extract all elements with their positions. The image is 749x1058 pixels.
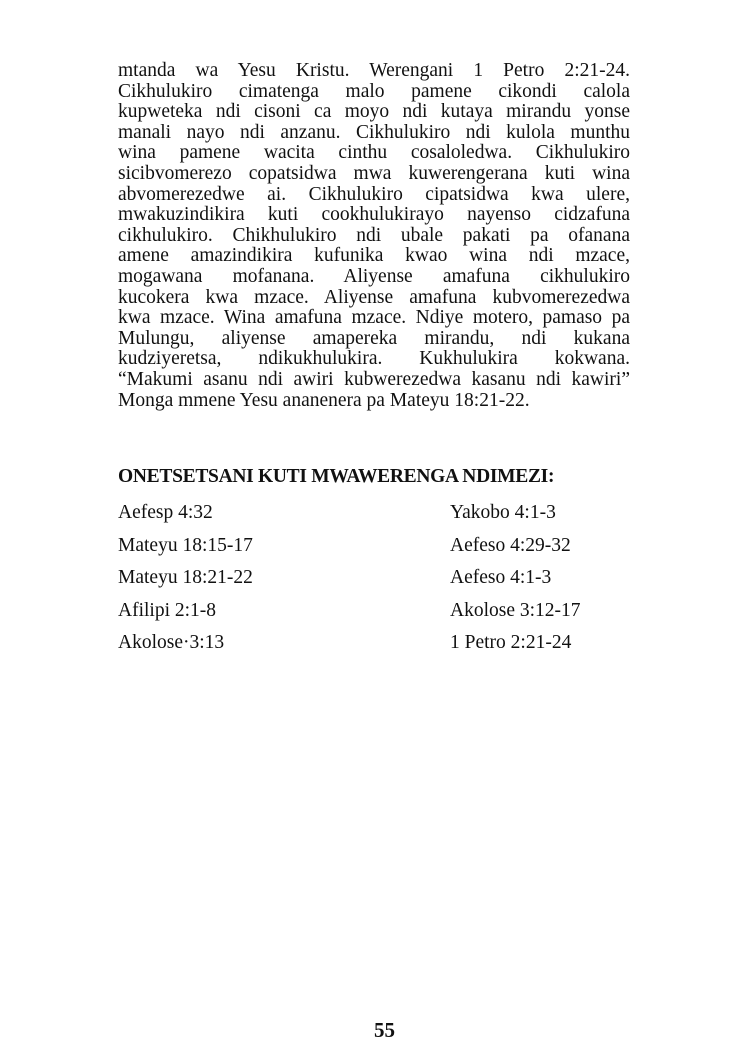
paragraph-line: “Makumi asanu ndi awiri kubwerezedwa kasanu ndi kawiri”: [118, 368, 630, 390]
section-heading: ONETSETSANI KUTI MWAWERENGA NDIMEZI:: [118, 466, 555, 487]
paragraph-line: Cikhulukiro cimatenga malo pamene cikondi calola: [118, 80, 630, 102]
paragraph-line: mwakuzindikira kuti cookhulukirayo nayenso cidzafuna: [118, 204, 630, 226]
scripture-reference: 1 Petro 2:21-24: [450, 632, 572, 653]
paragraph-line: kudziyeretsa, ndikukhulukira. Kukhulukira kokwana.: [118, 348, 630, 370]
scripture-reference: Mateyu 18:21-22: [118, 567, 253, 588]
paragraph-line: cikhulukiro. Chikhulukiro ndi ubale pakati pa ofanana: [118, 224, 630, 246]
paragraph-line: manali nayo ndi anzanu. Cikhulukiro ndi kulola munthu: [118, 121, 630, 143]
paragraph-line: wina pamene wacita cinthu cosaloledwa. Cikhulukiro: [118, 142, 630, 164]
paragraph-line: Monga mmene Yesu ananenera pa Mateyu 18:21-22.: [118, 389, 530, 411]
paragraph-line: amene amazindikira kufunika kwao wina ndi mzace,: [118, 245, 630, 267]
paragraph-line: Mulungu, aliyense amapereka mirandu, ndi kukana: [118, 327, 630, 349]
references-left-column: [118, 500, 253, 663]
body-paragraph: [118, 61, 630, 411]
scripture-reference: Yakobo 4:1-3: [450, 502, 556, 523]
paragraph-line: abvomerezedwe ai. Cikhulukiro cipatsidwa kwa ulere,: [118, 183, 630, 205]
paragraph-line: kupweteka ndi cisoni ca moyo ndi kutaya mirandu yonse: [118, 101, 630, 123]
paragraph-line: mtanda wa Yesu Kristu. Werengani 1 Petro 2:21-24.: [118, 60, 630, 81]
scripture-reference: Aefeso 4:1-3: [450, 567, 552, 588]
scripture-reference: Aefesp 4:32: [118, 502, 213, 523]
paragraph-line: kucokera kwa mzace. Aliyense amafuna kubvomerezedwa: [118, 286, 630, 308]
references-right-column: [450, 500, 581, 663]
paragraph-line: kwa mzace. Wina amafuna mzace. Ndiye motero, pamaso pa: [118, 307, 630, 329]
scripture-reference: Mateyu 18:15-17: [118, 534, 253, 556]
scripture-reference: Akolose·3:13: [118, 632, 225, 653]
scripture-reference: Akolose 3:12-17: [450, 599, 581, 621]
paragraph-line: sicibvomerezo copatsidwa mwa kuwerengerana kuti wina: [118, 162, 630, 184]
paragraph-line: mogawana mofanana. Aliyense amafuna cikhulukiro: [118, 265, 630, 287]
scripture-reference: Afilipi 2:1-8: [118, 599, 217, 621]
scripture-reference: Aefeso 4:29-32: [450, 534, 571, 556]
page-number: 55: [374, 1018, 395, 1042]
